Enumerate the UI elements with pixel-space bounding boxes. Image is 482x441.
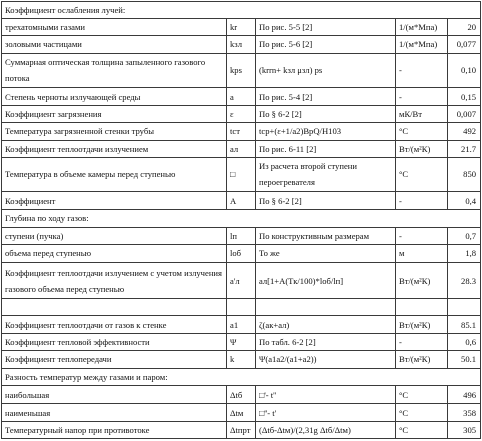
parameter-name: Коэффициент теплоотдачи от газов к стенке <box>2 316 227 333</box>
parameter-unit: - <box>396 87 448 105</box>
table-row <box>2 350 481 368</box>
empty-cell <box>256 299 396 316</box>
parameter-symbol: kps <box>227 53 256 87</box>
parameter-unit: °С <box>396 123 448 140</box>
parameter-symbol: □ <box>227 157 256 191</box>
table-row <box>2 316 481 333</box>
table-row <box>2 19 481 36</box>
parameter-formula: По рис. 5-6 [2] <box>256 36 396 53</box>
empty-cell <box>2 299 227 316</box>
empty-cell <box>227 299 256 316</box>
parameter-name: Степень черноты излучающей среды <box>2 87 227 105</box>
parameter-name: Коэффициент теплоотдачи излучением <box>2 140 227 157</box>
parameter-unit: Вт/(м²К) <box>396 140 448 157</box>
parameter-symbol: ε <box>227 106 256 123</box>
table-row <box>2 106 481 123</box>
parameter-symbol: aл <box>227 140 256 157</box>
parameter-name: Коэффициент <box>2 192 227 210</box>
parameter-unit: мК/Вт <box>396 106 448 123</box>
parameter-value: 496 <box>448 386 481 404</box>
table-row <box>2 227 481 244</box>
table-row <box>2 333 481 350</box>
parameter-formula: Ψ(a1a2/(a1+a2)) <box>256 350 396 368</box>
parameter-formula: По § 6-2 [2] <box>256 192 396 210</box>
table-row <box>2 192 481 210</box>
parameter-unit: - <box>396 192 448 210</box>
parameter-symbol: Δtб <box>227 386 256 404</box>
table-row <box>2 262 481 298</box>
parameter-symbol: Ψ <box>227 333 256 350</box>
parameter-name: наименьшая <box>2 404 227 421</box>
table-row <box>2 36 481 53</box>
parameter-unit: - <box>396 53 448 87</box>
parameter-value: 0,4 <box>448 192 481 210</box>
parameter-name: золовыми частицами <box>2 36 227 53</box>
section-header: Коэффициент ослабления лучей: <box>2 2 481 19</box>
table-row <box>2 244 481 262</box>
parameter-symbol: kr <box>227 19 256 36</box>
empty-cell <box>448 299 481 316</box>
parameter-unit: Вт/(м²К) <box>396 262 448 298</box>
parameter-symbol: lоб <box>227 244 256 262</box>
table-body <box>2 2 481 439</box>
parameter-unit: - <box>396 333 448 350</box>
table-row <box>2 53 481 87</box>
parameter-name: ступени (пучка) <box>2 227 227 244</box>
parameter-name: Коэффициент загрязнения <box>2 106 227 123</box>
parameter-formula: По рис. 5-5 [2] <box>256 19 396 36</box>
parameter-symbol: Δtм <box>227 404 256 421</box>
section-header-row <box>2 369 481 386</box>
parameter-value: 28.3 <box>448 262 481 298</box>
parameter-unit: °С <box>396 421 448 438</box>
parameter-symbol: tст <box>227 123 256 140</box>
parameter-value: 85.1 <box>448 316 481 333</box>
parameter-name: Температура в объеме камеры перед ступенью <box>2 157 227 191</box>
parameter-formula: □'- t'' <box>256 386 396 404</box>
section-header: Разность температур между газами и паром: <box>2 369 481 386</box>
parameter-name: Коэффициент теплопередачи <box>2 350 227 368</box>
parameter-unit: - <box>396 227 448 244</box>
parameter-formula: По табл. 6-2 [2] <box>256 333 396 350</box>
table-row <box>2 404 481 421</box>
parameter-symbol: Δtпрт <box>227 421 256 438</box>
parameter-unit: Вт/(м²К) <box>396 316 448 333</box>
parameter-symbol: a'л <box>227 262 256 298</box>
parameter-formula: По рис. 6-11 [2] <box>256 140 396 157</box>
parameter-symbol: lп <box>227 227 256 244</box>
parameter-formula: aл[1+A(Тк/100)*lоб/lп] <box>256 262 396 298</box>
parameter-value: 0,6 <box>448 333 481 350</box>
parameter-value: 0,15 <box>448 87 481 105</box>
table-row <box>2 87 481 105</box>
parameter-name: наибольшая <box>2 386 227 404</box>
parameter-symbol: a <box>227 87 256 105</box>
table-row <box>2 157 481 191</box>
parameter-value: 0,007 <box>448 106 481 123</box>
section-header-row <box>2 2 481 19</box>
parameter-value: 1,8 <box>448 244 481 262</box>
section-header: Глубина по ходу газов: <box>2 210 481 227</box>
parameter-unit: °С <box>396 386 448 404</box>
parameter-name: Температура загрязненной стенки трубы <box>2 123 227 140</box>
parameter-formula: Из расчета второй ступени пероегревателя <box>256 157 396 191</box>
parameter-value: 20 <box>448 19 481 36</box>
parameter-formula: tср+(ε+1/a2)BpQ/H103 <box>256 123 396 140</box>
parameter-value: 0,7 <box>448 227 481 244</box>
parameter-name: объема перед ступенью <box>2 244 227 262</box>
parameter-value: 50.1 <box>448 350 481 368</box>
parameter-value: 850 <box>448 157 481 191</box>
parameter-formula: ζ(aк+aл) <box>256 316 396 333</box>
parameter-name: Коэффициент тепловой эффективности <box>2 333 227 350</box>
parameter-formula: По конструктивным размерам <box>256 227 396 244</box>
parameter-value: 492 <box>448 123 481 140</box>
parameter-name: Температурный напор при противотоке <box>2 421 227 438</box>
parameter-name: трехатомными газами <box>2 19 227 36</box>
blank-row <box>2 299 481 316</box>
parameter-value: 0,077 <box>448 36 481 53</box>
parameter-value: 358 <box>448 404 481 421</box>
section-header-row <box>2 210 481 227</box>
table-row <box>2 421 481 438</box>
parameter-unit: Вт/(м²К) <box>396 350 448 368</box>
parameter-formula: (krrn+ kзл μзл) ps <box>256 53 396 87</box>
parameter-unit: °С <box>396 157 448 191</box>
parameter-value: 305 <box>448 421 481 438</box>
parameter-unit: 1/(м*Мпа) <box>396 19 448 36</box>
parameter-symbol: A <box>227 192 256 210</box>
parameter-name: Суммарная оптическая толщина запыленного газового потока <box>2 53 227 87</box>
parameter-name: Коэффициент теплоотдачи излучением с учетом излучения газового объема перед ступенью <box>2 262 227 298</box>
parameter-formula: По рис. 5-4 [2] <box>256 87 396 105</box>
parameter-symbol: a1 <box>227 316 256 333</box>
table-row <box>2 123 481 140</box>
parameter-symbol: kзл <box>227 36 256 53</box>
table-row <box>2 140 481 157</box>
parameter-formula: По § 6-2 [2] <box>256 106 396 123</box>
parameter-value: 0,10 <box>448 53 481 87</box>
parameter-unit: 1/(м*Мпа) <box>396 36 448 53</box>
table-row <box>2 386 481 404</box>
parameter-unit: °С <box>396 404 448 421</box>
parameter-formula: То же <box>256 244 396 262</box>
parameter-unit: м <box>396 244 448 262</box>
parameters-table <box>1 1 481 439</box>
parameter-formula: □''- t' <box>256 404 396 421</box>
parameter-formula: (Δtб-Δtм)/(2,31g Δtб/Δtм) <box>256 421 396 438</box>
parameter-value: 21.7 <box>448 140 481 157</box>
empty-cell <box>396 299 448 316</box>
parameter-symbol: k <box>227 350 256 368</box>
